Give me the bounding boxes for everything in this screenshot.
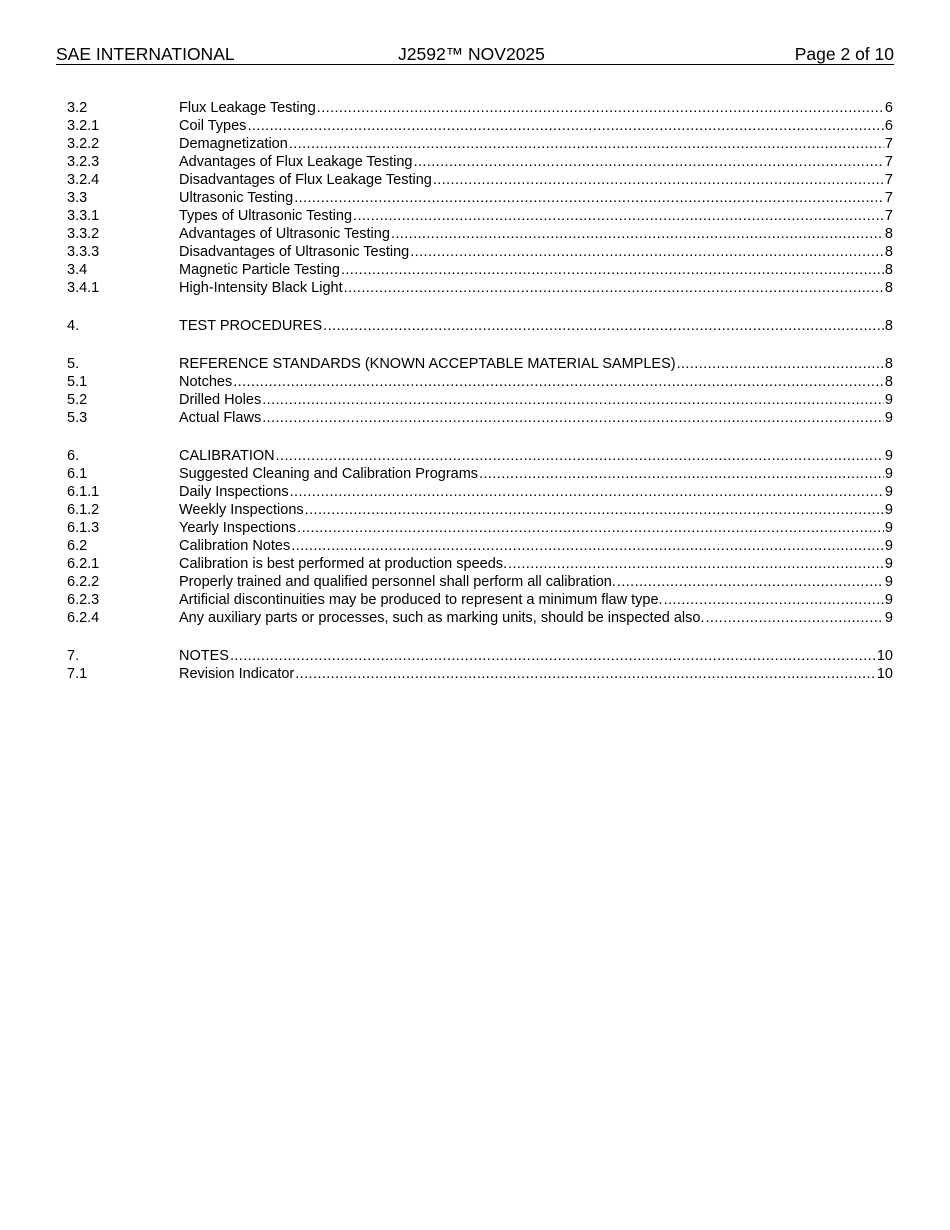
toc-entry-page: 9 [884, 502, 893, 518]
toc-entry-title: Disadvantages of Flux Leakage Testing [179, 172, 432, 188]
toc-entry[interactable] [67, 117, 893, 135]
toc-section-group [67, 317, 893, 335]
toc-entry-page: 9 [884, 592, 893, 608]
toc-entry-title: Ultrasonic Testing [179, 190, 294, 206]
toc-entry[interactable] [67, 447, 893, 465]
toc-entry[interactable] [67, 99, 893, 117]
toc-entry[interactable] [67, 483, 893, 501]
toc-dot-leader [295, 665, 876, 683]
toc-entry[interactable] [67, 665, 893, 683]
toc-entry-title: Types of Ultrasonic Testing [179, 208, 353, 224]
toc-entry-title: Suggested Cleaning and Calibration Programs [179, 466, 479, 482]
toc-dot-leader [233, 373, 884, 391]
toc-dot-leader [353, 207, 884, 225]
toc-entry-page: 6 [884, 100, 893, 116]
toc-dot-leader [479, 465, 884, 483]
toc-entry-page: 6 [884, 118, 893, 134]
toc-entry-page: 8 [884, 280, 893, 296]
toc-dot-leader [305, 501, 884, 519]
toc-entry-page: 8 [884, 244, 893, 260]
toc-dot-leader [289, 135, 884, 153]
header-page-number: Page 2 of 10 [794, 44, 894, 64]
toc-entry-title: CALIBRATION [179, 448, 275, 464]
toc-entry[interactable] [67, 647, 893, 665]
toc-entry-title: REFERENCE STANDARDS (KNOWN ACCEPTABLE MATERIAL SAMPLES) [179, 356, 676, 372]
toc-dot-leader [230, 647, 876, 665]
toc-entry-page: 9 [884, 520, 893, 536]
page-header [56, 44, 894, 65]
toc-entry[interactable] [67, 609, 893, 627]
toc-entry-page: 9 [884, 484, 893, 500]
toc-dot-leader [294, 189, 884, 207]
toc-entry-title: Properly trained and qualified personnel shall perform all calibration. [179, 574, 616, 590]
toc-dot-leader [433, 171, 884, 189]
toc-entry-title: Demagnetization [179, 136, 288, 152]
toc-entry[interactable] [67, 373, 893, 391]
toc-entry[interactable] [67, 207, 893, 225]
toc-dot-leader [262, 391, 884, 409]
toc-entry-number: 6.1.3 [67, 520, 100, 536]
toc-entry-title: Yearly Inspections [179, 520, 297, 536]
toc-entry-number: 6.2.4 [67, 610, 100, 626]
toc-section-group [67, 447, 893, 627]
toc-entry[interactable] [67, 225, 893, 243]
toc-dot-leader [677, 355, 884, 373]
toc-entry-page: 9 [884, 448, 893, 464]
toc-entry-page: 10 [876, 648, 893, 664]
toc-entry-number: 6. [67, 448, 80, 464]
toc-entry-number: 5.1 [67, 374, 88, 390]
toc-entry-number: 7.1 [67, 666, 88, 682]
toc-entry-page: 8 [884, 226, 893, 242]
toc-entry[interactable] [67, 537, 893, 555]
toc-entry-number: 5.2 [67, 392, 88, 408]
toc-entry[interactable] [67, 465, 893, 483]
toc-entry[interactable] [67, 243, 893, 261]
toc-entry[interactable] [67, 391, 893, 409]
toc-entry-page: 8 [884, 318, 893, 334]
toc-entry[interactable] [67, 355, 893, 373]
toc-entry-page: 9 [884, 574, 893, 590]
toc-entry[interactable] [67, 171, 893, 189]
toc-entry-number: 3.2.1 [67, 118, 100, 134]
toc-entry[interactable] [67, 317, 893, 335]
toc-dot-leader [323, 317, 884, 335]
toc-entry-title: NOTES [179, 648, 229, 664]
toc-entry[interactable] [67, 555, 893, 573]
toc-entry-title: Magnetic Particle Testing [179, 262, 340, 278]
toc-entry-page: 9 [884, 410, 893, 426]
toc-entry-page: 9 [884, 392, 893, 408]
toc-dot-leader [276, 447, 884, 465]
toc-entry-number: 5. [67, 356, 80, 372]
toc-entry-number: 3.2.2 [67, 136, 100, 152]
toc-entry-page: 7 [884, 208, 893, 224]
toc-section-group [67, 647, 893, 683]
toc-entry-number: 6.1.2 [67, 502, 100, 518]
toc-entry-page: 9 [884, 466, 893, 482]
toc-entry-title: Calibration is best performed at production speeds. [179, 556, 508, 572]
toc-entry[interactable] [67, 409, 893, 427]
toc-entry-number: 6.2.2 [67, 574, 100, 590]
toc-entry-title: Actual Flaws [179, 410, 262, 426]
toc-dot-leader [297, 519, 884, 537]
toc-entry-number: 3.3.3 [67, 244, 100, 260]
header-organization: SAE INTERNATIONAL [56, 44, 235, 64]
toc-entry-page: 9 [884, 538, 893, 554]
toc-dot-leader [247, 117, 883, 135]
toc-entry-number: 3.2 [67, 100, 88, 116]
toc-dot-leader [508, 555, 884, 573]
toc-entry-number: 3.4 [67, 262, 88, 278]
toc-section-group [67, 99, 893, 297]
toc-entry-title: Weekly Inspections [179, 502, 304, 518]
toc-entry-page: 8 [884, 356, 893, 372]
toc-entry[interactable] [67, 573, 893, 591]
toc-dot-leader [344, 279, 884, 297]
toc-dot-leader [414, 153, 884, 171]
toc-entry-title: Notches [179, 374, 233, 390]
toc-entry-number: 3.2.4 [67, 172, 100, 188]
toc-dot-leader [291, 537, 884, 555]
toc-dot-leader [317, 99, 884, 117]
toc-dot-leader [617, 573, 884, 591]
toc-section-group [67, 355, 893, 427]
toc-dot-leader [262, 409, 884, 427]
toc-dot-leader [664, 591, 884, 609]
toc-entry-title: Revision Indicator [179, 666, 295, 682]
toc-entry-page: 7 [884, 136, 893, 152]
toc-entry[interactable] [67, 261, 893, 279]
toc-entry[interactable] [67, 279, 893, 297]
toc-entry-title: Daily Inspections [179, 484, 289, 500]
table-of-contents [67, 99, 893, 703]
toc-entry-title: Artificial discontinuities may be produced to represent a minimum flaw type. [179, 592, 663, 608]
toc-dot-leader [341, 261, 884, 279]
toc-entry-page: 8 [884, 374, 893, 390]
toc-entry-number: 3.2.3 [67, 154, 100, 170]
toc-entry-page: 7 [884, 190, 893, 206]
toc-entry[interactable] [67, 591, 893, 609]
toc-entry-number: 6.1.1 [67, 484, 100, 500]
toc-dot-leader [391, 225, 884, 243]
toc-entry-number: 6.2 [67, 538, 88, 554]
toc-entry-number: 3.4.1 [67, 280, 100, 296]
toc-entry[interactable] [67, 519, 893, 537]
toc-entry-number: 5.3 [67, 410, 88, 426]
toc-entry-number: 6.1 [67, 466, 88, 482]
toc-entry[interactable] [67, 135, 893, 153]
toc-entry-title: Coil Types [179, 118, 247, 134]
toc-dot-leader [290, 483, 884, 501]
toc-entry-page: 7 [884, 172, 893, 188]
toc-entry-number: 6.2.3 [67, 592, 100, 608]
toc-entry-title: Advantages of Ultrasonic Testing [179, 226, 390, 242]
toc-entry-title: High-Intensity Black Light [179, 280, 343, 296]
toc-entry-title: Calibration Notes [179, 538, 291, 554]
toc-entry-title: TEST PROCEDURES [179, 318, 323, 334]
toc-entry-title: Disadvantages of Ultrasonic Testing [179, 244, 410, 260]
toc-entry-number: 3.3.2 [67, 226, 100, 242]
header-document-id: J2592™ NOV2025 [398, 44, 545, 64]
toc-entry-number: 7. [67, 648, 80, 664]
toc-entry-number: 4. [67, 318, 80, 334]
toc-entry-title: Advantages of Flux Leakage Testing [179, 154, 413, 170]
toc-dot-leader [705, 609, 883, 627]
toc-entry-page: 7 [884, 154, 893, 170]
toc-dot-leader [410, 243, 884, 261]
toc-entry-title: Flux Leakage Testing [179, 100, 316, 116]
toc-entry-page: 8 [884, 262, 893, 278]
toc-entry-number: 3.3 [67, 190, 88, 206]
toc-entry-title: Any auxiliary parts or processes, such as marking units, should be inspected also. [179, 610, 705, 626]
toc-entry[interactable] [67, 501, 893, 519]
toc-entry-number: 3.3.1 [67, 208, 100, 224]
toc-entry[interactable] [67, 189, 893, 207]
toc-entry-page: 9 [884, 556, 893, 572]
toc-entry-page: 9 [884, 610, 893, 626]
toc-entry-page: 10 [876, 666, 893, 682]
toc-entry[interactable] [67, 153, 893, 171]
toc-entry-number: 6.2.1 [67, 556, 100, 572]
toc-entry-title: Drilled Holes [179, 392, 262, 408]
